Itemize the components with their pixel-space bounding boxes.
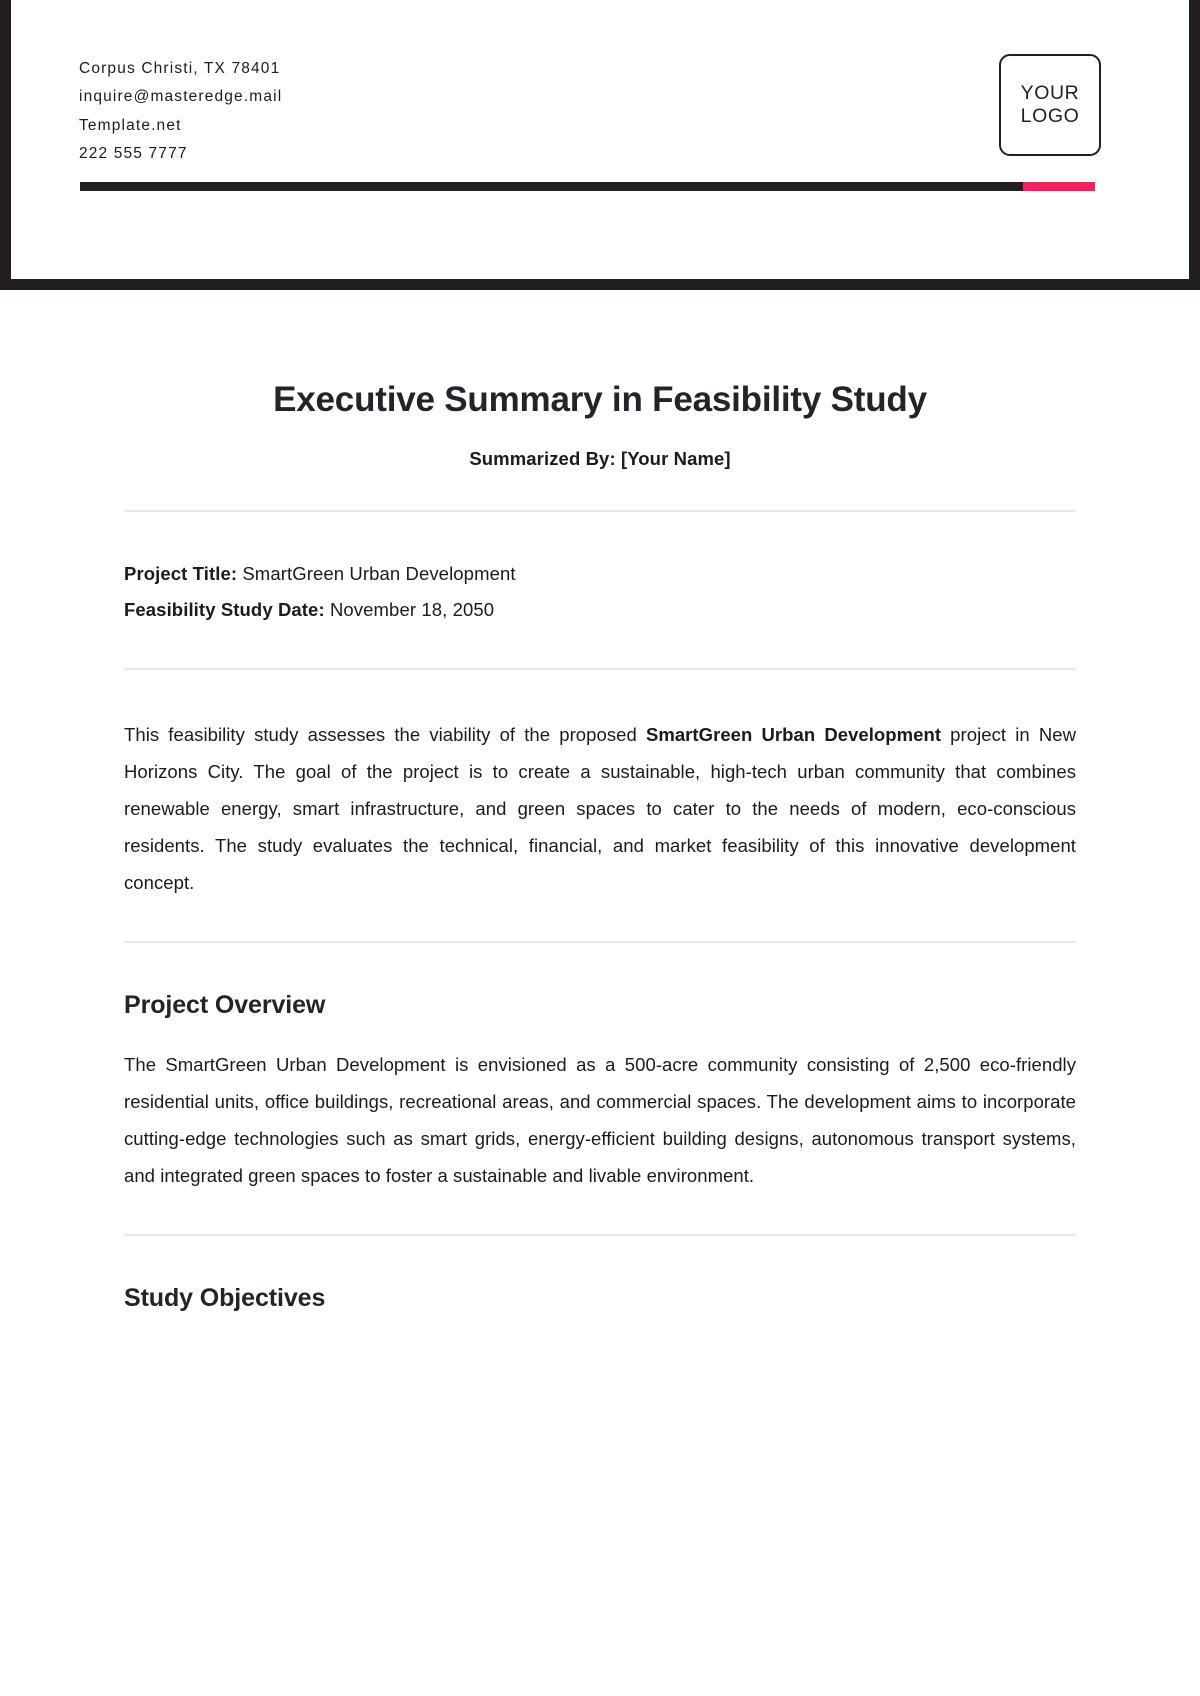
contact-phone: 222 555 7777 xyxy=(79,145,188,163)
document-body xyxy=(0,378,1200,1313)
page-title: Executive Summary in Feasibility Study xyxy=(273,380,927,419)
logo-placeholder xyxy=(999,54,1101,156)
intro-bold-term: SmartGreen Urban Development xyxy=(645,723,942,745)
divider-after-intro xyxy=(124,941,1076,943)
logo-line-your: YOUR xyxy=(1020,82,1080,104)
project-meta xyxy=(124,556,1076,628)
meta-project-title-label: Project Title: xyxy=(124,562,238,584)
meta-project-title-value: SmartGreen Urban Development xyxy=(237,562,516,584)
intro-paragraph xyxy=(124,716,1076,901)
meta-study-date-label: Feasibility Study Date: xyxy=(124,598,325,620)
section-body-project-overview: The SmartGreen Urban Development is envisioned as a 500-acre community consisting of 2,500 eco-friendly residential units, office buildings, recreational areas, and commercial spaces. The development aims to incorporate cutting-edge technologies such as smart grids, energy-efficient building designs, autonomous transport systems, and integrated green spaces to foster a sustainable and livable environment. xyxy=(124,1053,1076,1186)
intro-part-1: This feasibility study assesses the viability of the proposed xyxy=(124,723,646,745)
letterhead xyxy=(0,0,1200,290)
logo-line-logo: LOGO xyxy=(1020,105,1080,127)
section-heading-project-overview: Project Overview xyxy=(124,990,326,1019)
section-heading-study-objectives: Study Objectives xyxy=(124,1283,326,1312)
contact-address: Corpus Christi, TX 78401 xyxy=(79,60,281,77)
meta-study-date xyxy=(124,592,1076,628)
letterhead-rule xyxy=(80,182,1023,191)
meta-study-date-value: November 18, 2050 xyxy=(324,598,495,620)
letterhead-rule-accent xyxy=(1023,182,1095,191)
page-subtitle: Summarized By: [Your Name] xyxy=(469,447,731,469)
contact-website: Template.net xyxy=(79,116,182,134)
letterhead-inner xyxy=(11,0,1189,279)
divider-after-meta xyxy=(124,668,1076,670)
meta-project-title xyxy=(124,556,1076,592)
divider-after-subtitle xyxy=(124,510,1076,512)
intro-part-2: project in New Horizons City. The goal of the project is to create a sustainable, high-tech urban community that combines renewable energy, smart infrastructure, and green spaces to cater to the needs of modern, eco-conscious residents. The study evaluates the technical, financial, and market feasibility of this innovative development concept. xyxy=(124,723,1076,893)
contact-email: inquire@masteredge.mail xyxy=(79,88,283,106)
contact-block xyxy=(79,52,282,166)
divider-after-project-overview xyxy=(124,1234,1076,1236)
